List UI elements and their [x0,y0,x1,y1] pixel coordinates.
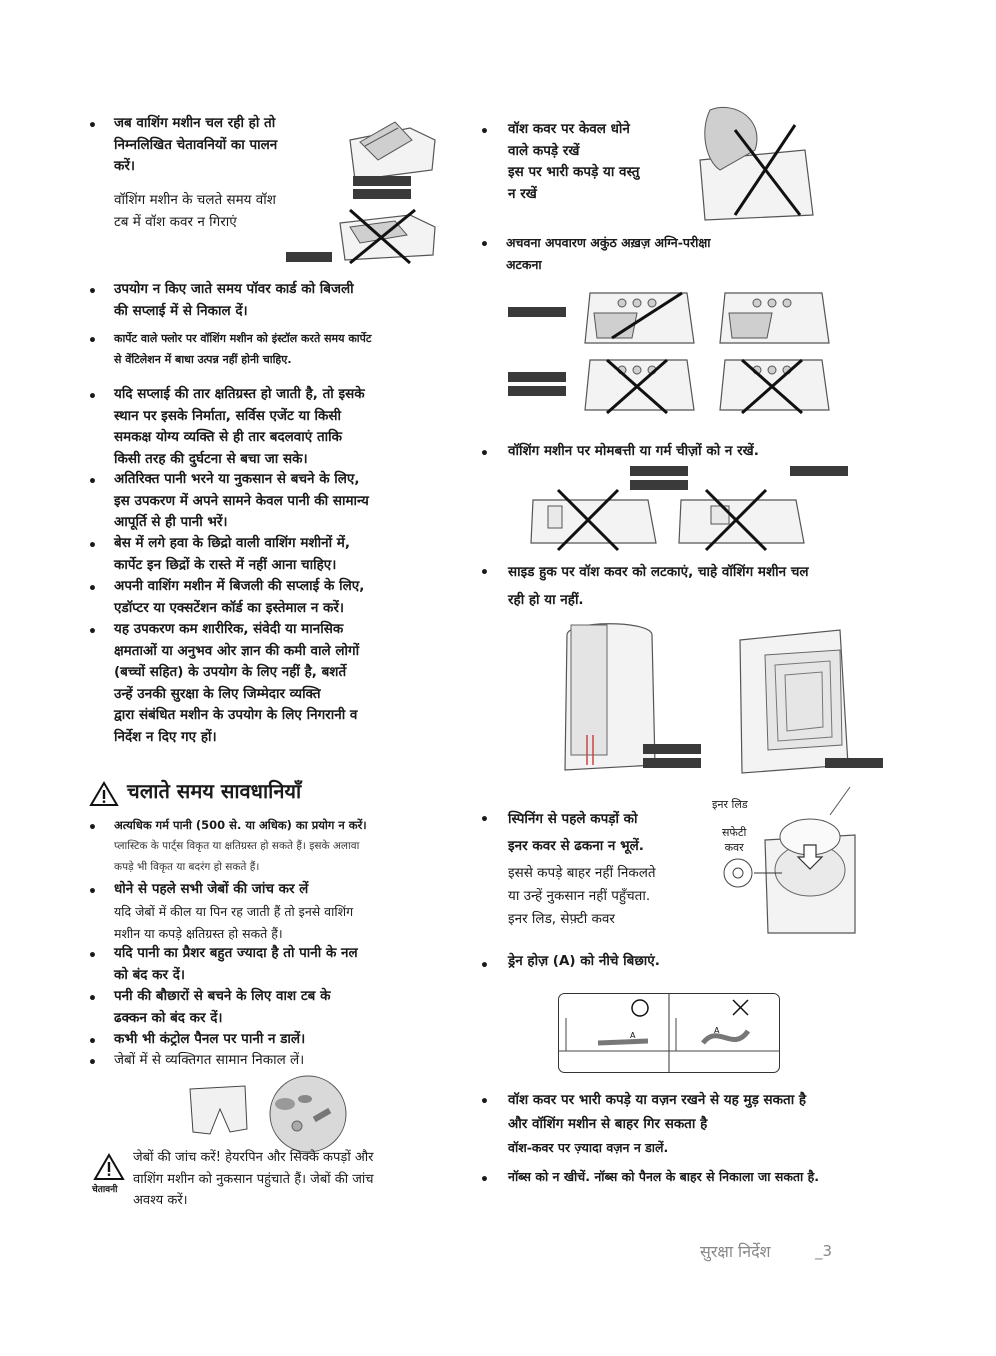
bullet-text [114,576,454,619]
line: जेबों की जांच करें! हेयरपिन और सिक्के कपड़ों और [133,1150,374,1165]
bullet: • [88,118,97,134]
bullet-text [114,469,454,534]
label-bar [508,307,566,317]
bullet: • [480,124,489,140]
line: वॉश कवर पर केवल धोने [508,121,630,137]
line: साइड हुक पर वॉश कवर को लटकाएं, चाहे वॉशिंग मशीन चल [508,564,809,580]
line: बेस में लगे हवा के छिद्रो वाली वाशिंग मशीनों में, [114,535,350,551]
bullet-text: अत्यधिक गर्म पानी (500 से. या अधिक) का प्रयोग न करें। [114,818,367,832]
line: निम्नलिखित चेतावनियों का पालन [114,136,278,153]
wash-tub-crossed-illustration [335,205,445,265]
bullet: • [88,474,97,490]
line: समकक्ष योग्य व्यक्ति से ही तार बदलवाएं ताकि [114,429,343,445]
line: निर्देश न दिए गए हों। [114,728,217,745]
bullet: • [88,538,97,554]
line: यदि सप्लाई की तार क्षतिग्रस्त हो जाती है, तो इसके [114,386,365,402]
bullet: • [480,237,489,253]
hose-label-a: A [714,1026,720,1035]
footer-section: सुरक्षा निर्देश [700,1242,771,1261]
bullet: • [88,581,97,597]
bullet-text [114,986,459,1029]
line: इस पर भारी कपड़े या वस्तु [508,164,640,180]
line: से वेंटिलेशन में बाधा उत्पन्न नहीं होनी चाहिए. [114,353,292,366]
line: स्पिनिंग से पहले कपड़ों को [508,811,638,827]
sub-text [114,901,459,944]
bullet: • [88,333,97,349]
caution-text [133,1147,453,1212]
bullet: • [88,884,97,900]
line: ढक्कन को बंद कर दें। [114,1009,223,1026]
line: कपड़े भी विकृत या बदरंग हो सकते हैं। [114,861,260,873]
line: इस उपकरण में अपने सामने केवल पानी की सामान्य [114,492,369,509]
drain-hose-illustration [558,993,780,1073]
line: रही हो या नहीं. [508,592,584,608]
line: टब में वॉश कवर न गिराएं [114,213,237,230]
sub-text [508,862,708,931]
intro-note [114,190,344,233]
bullet-text [114,943,459,986]
line: अवश्य करें। [133,1193,188,1208]
line: (बच्चों सहित) के उपयोग के लिए नहीं है, बशर्ते [114,664,347,680]
line: करें। [114,158,136,174]
cover-on-side-hook-illustration-2 [730,615,855,780]
line: उपयोग न किए जाते समय पॉवर कार्ड को बिजली [114,281,354,297]
line: सफेटी [722,826,747,839]
line: इनर कवर से ढकना न भूलें. [508,838,644,854]
bullet: • [88,1055,97,1071]
bullet-text [114,619,454,748]
label-bar [353,176,411,186]
bullet: • [480,1094,489,1110]
line: उन्हें उनकी सुरक्षा के लिए जिम्मेदार व्यक्ति [114,685,321,702]
bullet-text: जेबों में से व्यक्तिगत सामान निकाल लें। [114,1052,305,1068]
bullet: • [480,812,489,828]
inner-lid-label: इनर लिड [712,798,748,811]
label-bar [508,386,566,396]
line: स्थान पर इसके निर्माता, सर्विस एजेंट या किसी [114,407,342,424]
bullet-text [508,558,908,614]
bullet-text [508,806,708,860]
machine-panel-illustration-4 [717,355,832,417]
sub-text: वॉश-कवर पर ज़्यादा वज़न न डालें. [508,1140,669,1155]
bullet-text [114,384,454,470]
line: आपूर्ति से ही पानी भरें। [114,514,228,530]
hose-label-a: A [630,1031,636,1040]
bullet: • [480,1172,489,1188]
bullet-text: धोने से पहले सभी जेबों की जांच कर लें [114,881,309,897]
line: कार्पेट इन छिद्रों के रास्ते में नहीं आना चाहिए। [114,556,337,573]
section-title: चलाते समय सावधानियाँ [127,779,302,803]
line: वॉश कवर पर भारी कपड़े या वज़न रखने से यह मुड़ सकता है [508,1092,807,1108]
machine-panel-illustration-2 [717,288,832,348]
line: अपनी वाशिंग मशीन में बिजली की सप्लाई के लिए, [114,578,365,594]
bullet-text: वॉशिंग मशीन पर मोमबत्ती या गर्म चीज़ों को न रखें. [508,443,759,459]
bullet-text [114,533,454,576]
bullet: • [88,284,97,300]
line: अचवना अपवारण अकुंठ अख़ज़ अग्नि-परीक्षा [506,235,711,250]
line: पनी की बौछारों से बचने के लिए वाश टब के [114,988,331,1004]
warning-icon [89,781,119,807]
bullet-text [506,232,806,275]
line: या उन्हें नुकसान नहीं पहुँचता. [508,888,651,904]
label-bar [643,758,701,768]
line: को बंद कर दें। [114,966,186,983]
bullet-text [114,328,459,370]
inner-lid-illustration [710,785,860,935]
line: मशीन या कपड़े क्षतिग्रस्त हो सकते हैं। [114,925,283,941]
bullet: • [88,991,97,1007]
bullet: • [480,958,489,974]
pocket-items-illustration [185,1074,355,1154]
bullet-text: ड्रेन होज़ (A) को नीचे बिछाएं. [508,953,660,969]
line: किसी तरह की दुर्घटना से बचा जा सके। [114,450,308,467]
line: न रखें [508,185,537,202]
bullet-text: नॉब्स को न खीचें. नॉब्स को पैनल के बाहर से निकाला जा सकता है. [508,1169,820,1184]
line: कवर [724,841,744,854]
caution-label: चेतावनी [92,1185,118,1195]
line: प्लास्टिक के पार्ट्स विकृत या क्षतिग्रस्त हो सकते हैं। इसके अलावा [114,840,360,852]
line: अटकना [506,256,542,272]
line: यह उपकरण कम शारीरिक, संवेदी या मानसिक [114,621,344,637]
cover-on-side-hook-illustration-1 [557,615,662,780]
label-bar [508,372,566,382]
machine-panel-illustration-1 [582,288,697,348]
line: यदि जेबों में कील या पिन रह जाती हैं तो इनसे वाशिंग [114,904,354,919]
candle-on-machine-illustration [528,488,658,553]
sub-text [114,836,459,878]
line: क्षमताओं या अनुभव ओर ज्ञान की कमी वाले लोगों [114,642,360,659]
bullet-text: कभी भी कंट्रोल पैनल पर पानी न डालें। [114,1031,306,1047]
bullet: • [480,446,489,462]
label-bar [825,758,883,768]
machine-panel-illustration-3 [582,355,697,417]
line: वाले कपड़े रखें [508,142,580,159]
label-bar [630,466,688,476]
line: इनर लिड, सेफ़्टी कवर [508,911,615,927]
bullet: • [88,948,97,964]
label-bar [353,189,411,199]
line: और वॉशिंग मशीन से बाहर गिर सकता है [508,1116,708,1132]
bullet: • [88,820,97,836]
line: एडॉप्टर या एक्सटेंशन कॉर्ड का इस्तेमाल न करें। [114,599,345,616]
bullet: • [88,624,97,640]
bullet: • [88,1034,97,1050]
label-bar [286,252,332,262]
label-bar [643,744,701,754]
bullet: • [480,565,489,581]
line: अतिरिक्त पानी भरने या नुकसान से बचने के लिए, [114,471,360,487]
line: कार्पेट वाले फ्लोर पर वॉशिंग मशीन को इंस्टॉल करते समय कार्पेट [114,332,372,345]
line: इससे कपड़े बाहर नहीं निकलते [508,865,656,881]
page-number: _3 [815,1242,833,1260]
caution-icon [93,1153,125,1181]
bullet-text [508,1088,928,1136]
line: वाशिंग मशीन को नुकसान पहुंचाते हैं। जेबों की जांच [133,1171,374,1187]
line: वॉशिंग मशीन के चलते समय वॉश [114,192,276,208]
line: द्वारा संबंधित मशीन के उपयोग के लिए निगरानी व [114,707,358,723]
heavy-clothes-on-cover-illustration [695,100,820,225]
wash-tub-cover-illustration [340,110,440,185]
line: जब वाशिंग मशीन चल रही हो तो [114,115,276,131]
bullet-text [508,119,698,205]
bullet: • [88,389,97,405]
line: की सप्लाई में से निकाल दें। [114,302,248,319]
line: यदि पानी का प्रैशर बहुत ज्यादा है तो पानी के नल [114,945,358,961]
intro-bullet [114,113,344,178]
bullet-text [114,279,454,322]
label-bar [790,466,848,476]
hot-items-on-machine-illustration [676,488,806,553]
